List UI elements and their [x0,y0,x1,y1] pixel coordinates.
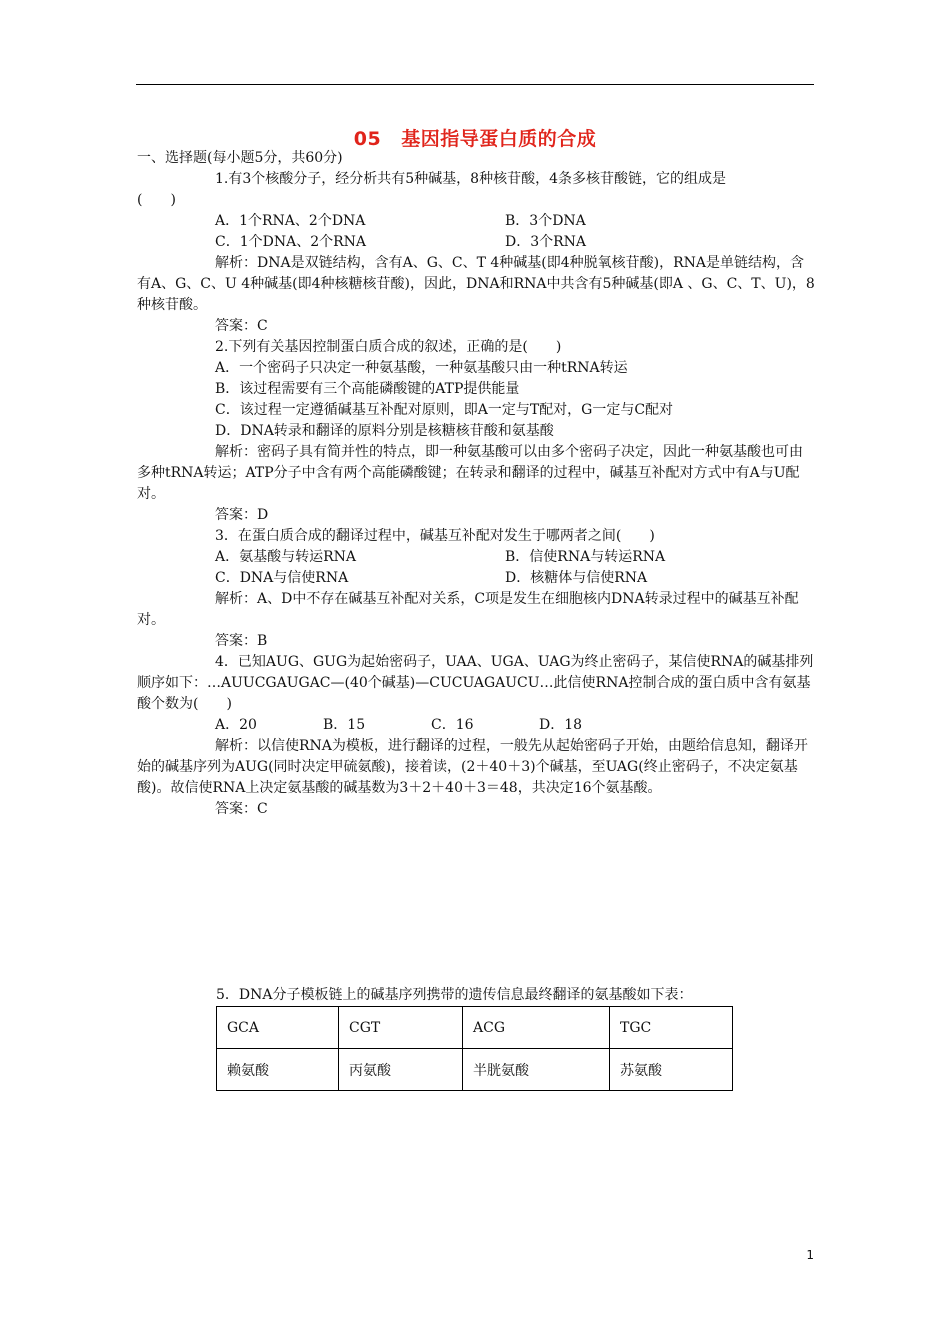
q4-option-b: B．15 [323,717,366,733]
header-rule [136,84,814,85]
table-row [217,1007,733,1049]
codon-table [216,1006,733,1091]
q1-stem-bracket: ( ) [137,192,176,208]
q1-option-a: A．1个RNA、2个DNA [215,213,366,229]
q2-analysis: 解析：密码子具有简并性的特点，即一种氨基酸可以由多个密码子决定，因此一种氨基酸也可由多种tRNA转运；ATP分子中含有两个高能磷酸键；在转录和翻译的过程中，碱基互补配对方式中有A与U配对。 [137,444,803,502]
page-title [0,124,950,151]
table-row [217,1049,733,1091]
table-cell: 丙氨酸 [339,1049,463,1091]
q5-stem: 5．DNA分子模板链上的碱基序列携带的遗传信息最终翻译的氨基酸如下表： [216,987,693,1003]
q3-option-b: B．信使RNA与转运RNA [505,549,666,565]
q4-option-a: A．20 [215,717,257,733]
q4-analysis: 解析：以信使RNA为模板，进行翻译的过程，一般先从起始密码子开始，由题给信息知，翻译开始的碱基序列为AUG(同时决定甲硫氨酸)，接着读，(2＋40＋3)个碱基，至UAG(终止密码子，不决定氨基酸)。故信使RNA上决定氨基酸的碱基数为3＋2＋40＋3＝48，共决定16个氨基酸。 [137,738,808,796]
q1-options-row1 [137,211,815,232]
section-heading: 一、选择题(每小题5分，共60分) [137,150,343,166]
q3-answer: 答案：B [215,633,268,649]
table-cell: GCA [217,1007,339,1049]
q4-stem: 4．已知AUG、GUG为起始密码子，UAA、UGA、UAG为终止密码子，某信使RNA的碱基排列顺序如下：…AUUCGAUGAC—(40个碱基)—CUCUAGAUCU…此信使RNA控制合成的蛋白质中含有氨基酸个数为( ) [137,654,814,712]
q3-options-row2 [137,568,815,589]
q2-option-c: C．该过程一定遵循碱基互补配对原则，即A一定与T配对，G一定与C配对 [215,402,674,418]
q1-option-c: C．1个DNA、2个RNA [215,234,367,250]
q3-stem: 3．在蛋白质合成的翻译过程中，碱基互补配对发生于哪两者之间( ) [215,528,655,544]
q2-stem: 2.下列有关基因控制蛋白质合成的叙述，正确的是( ) [215,339,562,355]
title-number: 05 [353,128,382,150]
q1-stem: 1.有3个核酸分子，经分析共有5种碱基，8种核苷酸，4条多核苷酸链，它的组成是 [215,171,726,187]
q2-option-b: B．该过程需要有三个高能磷酸键的ATP提供能量 [215,381,520,397]
page-number: 1 [806,1248,814,1262]
q2-answer: 答案：D [215,507,269,523]
table-cell: 赖氨酸 [217,1049,339,1091]
q4-options [137,715,815,736]
q4-answer: 答案：C [215,801,268,817]
q4-option-d: D．18 [539,717,583,733]
title-text: 基因指导蛋白质的合成 [401,128,597,150]
q4-option-c: C．16 [431,717,474,733]
q3-analysis: 解析：A、D中不存在碱基互补配对关系，C项是发生在细胞核内DNA转录过程中的碱基互补配对。 [137,591,799,628]
q3-option-a: A．氨基酸与转运RNA [215,549,357,565]
q1-answer: 答案：C [215,318,268,334]
q1-analysis: 解析：DNA是双链结构，含有A、G、C、T 4种碱基(即4种脱氧核苷酸)，RNA是单链结构，含有A、G、C、U 4种碱基(即4种核糖核苷酸)，因此，DNA和RNA中共含有5种碱基(即A 、G、C、T、U)，8种核苷酸。 [137,255,815,313]
table-cell: CGT [339,1007,463,1049]
q1-options-row2 [137,232,815,253]
q3-options-row1 [137,547,815,568]
q1-option-b: B．3个DNA [505,213,586,229]
question-content [137,148,815,820]
q1-option-d: D．3个RNA [505,234,587,250]
table-cell: 半胱氨酸 [463,1049,610,1091]
table-cell: 苏氨酸 [610,1049,733,1091]
table-cell: ACG [463,1007,610,1049]
table-cell: TGC [610,1007,733,1049]
q3-option-c: C．DNA与信使RNA [215,570,349,586]
q2-option-d: D．DNA转录和翻译的原料分别是核糖核苷酸和氨基酸 [215,423,554,439]
q3-option-d: D．核糖体与信使RNA [505,570,648,586]
q2-option-a: A．一个密码子只决定一种氨基酸，一种氨基酸只由一种tRNA转运 [215,360,628,376]
